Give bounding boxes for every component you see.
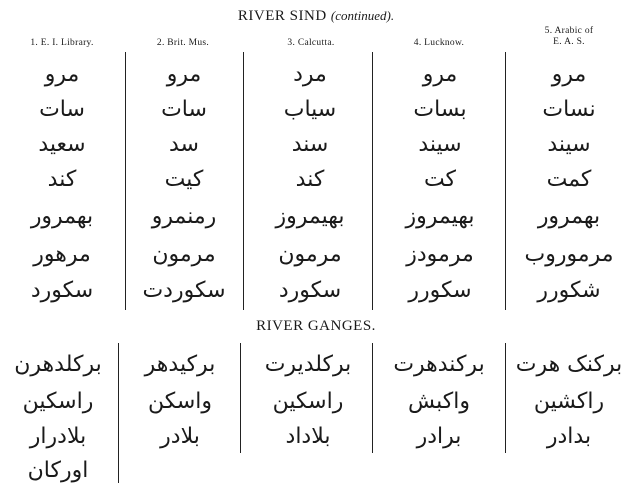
table-cell: مرو: [44, 62, 80, 87]
table-cell: راکشین: [533, 389, 605, 414]
column-divider: [118, 343, 119, 483]
table-cell: راسکین: [22, 389, 94, 414]
table-cell: برادر: [416, 424, 462, 449]
table-cell: سیاب: [283, 97, 337, 122]
table-cell: نسات: [542, 97, 596, 122]
table-cell: رمنمرو: [151, 204, 217, 229]
table-cell: بهمرور: [537, 204, 601, 229]
table-cell: سکورد: [278, 278, 342, 303]
table-cell: بهیمروز: [405, 204, 475, 229]
ganges-title: RIVER GANGES.: [256, 318, 376, 334]
column-heading-5-line-2: E. A. S.: [553, 37, 585, 47]
table-cell: بسات: [413, 97, 467, 122]
table-cell: سیند: [418, 132, 462, 157]
table-cell: سکورد: [30, 278, 94, 303]
column-heading-4: 4. Lucknow.: [413, 38, 465, 48]
table-cell: برکیدهر: [144, 352, 216, 377]
table-cell: کیت: [164, 167, 204, 192]
table-cell: برکلدیرت: [264, 352, 352, 377]
table-cell: کت: [423, 167, 457, 192]
sind-title-suffix: (continued).: [330, 8, 395, 23]
table-cell: بهیمروز: [275, 204, 345, 229]
table-cell: سعید: [38, 132, 86, 157]
table-cell: برکنک هرت: [515, 352, 623, 377]
column-divider: [240, 343, 241, 453]
column-divider: [505, 343, 506, 453]
table-cell: کمت: [546, 167, 592, 192]
table-cell: مرهور: [33, 242, 91, 267]
sind-title: [0, 8, 632, 25]
table-cell: بلادر: [160, 424, 200, 449]
column-heading-5: [510, 26, 628, 48]
sind-title-text: RIVER SIND: [237, 8, 327, 24]
table-cell: مرو: [551, 62, 587, 87]
table-cell: بلادرار: [29, 424, 87, 449]
table-cell: مرو: [422, 62, 458, 87]
table-cell: اورکان: [27, 458, 89, 483]
column-heading-3: 3. Calcutta.: [287, 38, 335, 48]
table-cell: واکبش: [408, 389, 470, 414]
column-divider: [125, 52, 126, 310]
table-cell: سیند: [547, 132, 591, 157]
table-cell: واسکن: [147, 389, 213, 414]
table-cell: مرمون: [278, 242, 342, 267]
table-cell: کند: [295, 167, 325, 192]
column-heading-2: 2. Brit. Mus.: [156, 38, 210, 48]
table-cell: بهمرور: [30, 204, 94, 229]
column-divider: [372, 52, 373, 310]
table-cell: سکورر: [408, 278, 472, 303]
table-cell: مرد: [293, 62, 327, 87]
table-cell: سند: [291, 132, 329, 157]
column-divider: [243, 52, 244, 310]
table-cell: کند: [47, 167, 77, 192]
table-cell: مرموروب: [524, 242, 614, 267]
table-cell: مرو: [166, 62, 202, 87]
table-cell: سات: [161, 97, 207, 122]
table-cell: مرمودز: [406, 242, 474, 267]
table-cell: سد: [169, 132, 199, 157]
table-cell: برکلدهرن: [14, 352, 102, 377]
table-cell: مرمون: [152, 242, 216, 267]
column-heading-5-line-1: 5. Arabic of: [544, 26, 594, 36]
column-divider: [505, 52, 506, 310]
table-cell: شکورر: [537, 278, 601, 303]
table-cell: سکوردت: [142, 278, 226, 303]
table-cell: بلاداد: [285, 424, 331, 449]
column-divider: [372, 343, 373, 453]
table-cell: سات: [39, 97, 85, 122]
table-cell: بدادر: [546, 424, 592, 449]
table-cell: راسکین: [272, 389, 344, 414]
table-cell: برکندهرت: [393, 352, 485, 377]
column-heading-1: 1. E. I. Library.: [30, 38, 94, 48]
